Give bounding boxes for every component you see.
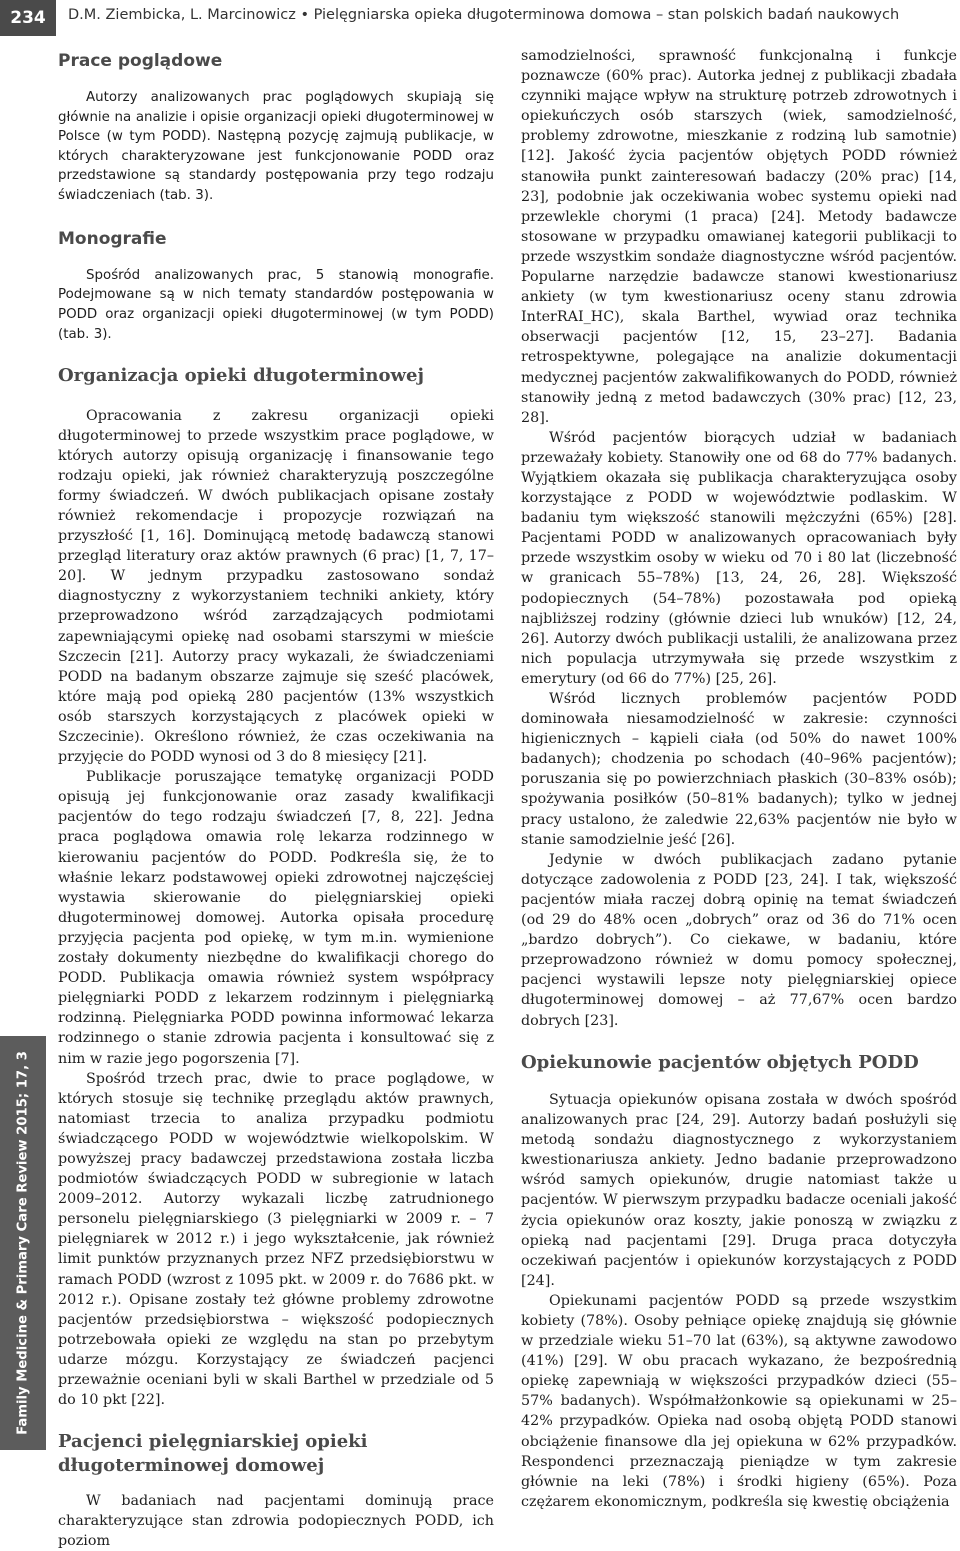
page-header — [0, 0, 960, 36]
paragraph: Opracowania z zakresu organizacji opieki długoterminowej to przede wszystkim prace poglądowe, w których autorzy opisują organizację i finansowanie tego rodzaju opieki, jak również charakteryzują poszczególne formy świadczeń. W dwóch publikacjach opisane zostały również rekomendacje i propozycje rozwiązań na przyszłość [1, 16]. Dominującą metodę badawczą stanowi przegląd literatury oraz aktów prawnych (6 prac) [1, 7, 17–20]. W jednym przypadku zastosowano sondaż diagnostyczny z wykorzystaniem techniki ankiety, który przeprowadzono wśród zarządzających podmiotami zapewniającymi opiekę nad osobami starszymi w mieście Szczecin [21]. Autorzy pracy wykazali, że świadczeniami PODD na badanym obszarze zajmuje się sześć placówek, które mają pod opieką 280 pacjentów (13% wszystkich osób starszych korzystających z placówek opieki w Szczecinie). Określono również, że czas oczekiwania na przyjęcie do PODD wynosi od 3 do 8 miesięcy [21]. — [58, 407, 494, 766]
journal-sidebar — [0, 1036, 46, 1450]
section-heading-organizacja: Organizacja opieki długoterminowej — [58, 365, 424, 387]
paragraph: samodzielności, sprawność funkcjonalną i funkcje poznawcze (60% prac). Autorka jednej z publikacji zbadała czynniki mające wpływ na strukturę potrzeb zdrowotnych i opiekuńczych osób starszych (wiek, samodzielność, problemy zdrowotne, mieszkanie z rodziną lub samotnie) [12]. Jakość życia pacjentów objętych PODD również stanowiła punkt zainteresowań badaczy (20% prac) [14, 23], podobnie jak oczekiwania wobec systemu opieki nad przewlekle chorymi (1 praca) [24]. Metody badawcze stosowane w przypadku omawianej kategorii publikacji to przede wszystkim sondaże diagnostyczne wśród pacjentów. Popularne narzędzie badawcze stanowi kwestionariusz ankiety (w tym kwestionariusz oceny stanu zdrowia InterRAI_HC), skala Barthel, wywiad oraz technika obserwacji pacjentów [12, 15, 23–27]. Badania retrospektywne, polegające na analizie dokumentacji medycznej pacjentów zakwalifikowanych do PODD, również stanowiły jedną z metod badawczych (30% prac) [12, 23, 28]. — [521, 48, 957, 426]
paragraph: Wśród pacjentów biorących udział w badaniach przeważały kobiety. Stanowiły one od 68 do 77% badanych. Wyjątkiem okazała się publikacja charakteryzująca osoby korzystające z PODD w województwie podlaskim. W badaniu tym większość stanowili mężczyźni (65%) [28]. Pacjentami PODD w analizowanych opracowaniach były przede wszystkim osoby w wieku od 70 i 80 lat (liczebność w granicach 55–78%) [13, 24, 26, 28]. Większość podopiecznych (54–78%) pozostawała pod opieką najbliższej rodziny (głównie dzieci lub wnuków) [12, 24, 26]. Autorzy dwóch publikacji ustalili, że analizowana przez nich populacja utrzymywała się przede wszystkim z emerytury (od 66 do 77%) [25, 26]. — [521, 429, 957, 687]
section-heading-prace: Prace poglądowe — [58, 51, 223, 71]
paragraph: Spośród analizowanych prac, 5 stanowią monografie. Podejmowane są w nich tematy standardów postępowania w PODD oraz organizacji opieki długoterminowej (w tym PODD) (tab. 3). — [58, 267, 494, 342]
paragraph: Spośród trzech prac, dwie to prace poglądowe, w których stosuje się technikę przeglądu aktów prawnych, natomiast trzecia to analiza przypadku podmiotu świadczącego PODD w województwie wielkopolskim. W powyższej pracy badawczej przedstawiona została liczba podmiotów świadczących PODD w subregionie w latach 2009–2012. Autorzy wykazali liczbę zatrudnionego personelu pielęgniarskiego (3 pielęgniarki w 2009 r. – 7 pielęgniarek w 2012 r.) i jego wykształcenie, jak również limit punktów przyznanych przez NFZ przedsiębiorstwu w ramach PODD (wzrost z 1095 pkt. w 2009 r. do 7686 pkt. w 2012 r.). Opisane zostały też główne problemy zdrowotne pacjentów przedsiębiorstwa – większość podopiecznych potrzebowała opieki ze względu na stan po przebytym udarze mózgu. Korzystający ze świadczeń pacjenci przeważnie oceniani byli w skali Barthel w przedziale od 5 do 10 pkt [22]. — [58, 1070, 494, 1409]
running-head: D.M. Ziembicka, L. Marcinowicz • Pielęgniarska opieka długoterminowa domowa – stan polskich badań naukowych — [68, 7, 900, 23]
left-column — [58, 46, 494, 1551]
section-heading-pacjenci: Pacjenci pielęgniarskiej opieki długoterminowej domowej — [58, 1431, 368, 1476]
section-heading-opiekunowie: Opiekunowie pacjentów objętych PODD — [521, 1051, 919, 1073]
section-heading-monografie: Monografie — [58, 228, 167, 249]
page-number: 234 — [0, 0, 56, 36]
paragraph: W badaniach nad pacjentami dominują prace charakteryzujące stan zdrowia podopiecznych PODD, ich poziom — [58, 1492, 494, 1550]
paragraph: Wśród licznych problemów pacjentów PODD dominowała niesamodzielność w zakresie: czynności higienicznych – kąpieli ciała (od 50% do nawet 100% badanych); chodzenia po schodach (40–96% pacjentów); poruszania się po powierzchniach płaskich (30–83% osób); spożywania posiłków (50–81% badanych); tylko w jednej pracy ustalono, że zaledwie 22,63% pacjentów nie było w stanie samodzielnie jeść [26]. — [521, 691, 957, 848]
paragraph: Sytuacja opiekunów opisana została w dwóch spośród analizowanych prac [24, 29]. Autorzy badań posłużyli się metodą sondażu diagnostycznego z wykorzystaniem kwestionariusza ankiety. Jedno badanie przeprowadzono wśród samych opiekunów, drugie natomiast także u pacjentów. W pierwszym przypadku badacze oceniali jakość życia opiekunów oraz koszty, jakie ponoszą w związku z opieką nad pacjentami [29]. Druga praca dotyczyła oczekiwań pacjentów i opiekunów korzystających z PODD [24]. — [521, 1091, 957, 1289]
paragraph: Jedynie w dwóch publikacjach zadano pytanie dotyczące zadowolenia z PODD [23, 24]. I tak, większość pacjentów miała raczej dobrą opinię na temat świadczeń (od 29 do 48% ocen „dobrych” oraz od 36 do 71% ocen „bardzo dobrych”). Co ciekawe, w badaniu, które przeprowadzono również w domu pomocy społecznej, pacjenci wystawili lepsze noty pielęgniarskiej opiece długoterminowej domowej – aż 77,67% ocen bardzo dobrych [23]. — [521, 851, 957, 1029]
right-column — [521, 46, 957, 1512]
journal-citation: Family Medicine & Primary Care Review 2015; 17, 3 — [15, 1051, 31, 1435]
paragraph: Publikacje poruszające tematykę organizacji PODD opisują jej funkcjonowanie oraz zasady kwalifikacji pacjentów do tego rodzaju świadczeń [7, 8, 22]. Jedna praca poglądowa omawia rolę lekarza rodzinnego w kierowaniu pacjentów do PODD. Podkreśla się, że to właśnie lekarz podstawowej opieki zdrowotnej najczęściej wystawia skierowanie do pielęgniarskiej opieki długoterminowej domowej. Autorka opisała procedurę przyjęcia pacjenta pod opiekę, w tym m.in. wymienione zostały dokumenty niezbędne do kwalifikacji chorego do PODD. Publikacja omawia również system współpracy pielęgniarki PODD z lekarzem rodzinnym i pielęgniarką rodzinną. Pielęgniarka PODD powinna informować lekarza rodzinnego o stanie zdrowia pacjenta i konsultować się z nim w razie jego pogorszenia [7]. — [58, 769, 494, 1067]
paragraph: Autorzy analizowanych prac poglądowych skupiają się głównie na analizie i opisie organizacji opieki długoterminowej w Polsce (w tym PODD). Następną pozycję zajmują publikacje, w których charakteryzowane jest funkcjonowanie PODD oraz przedstawione są standardy postępowania przy tego rodzaju świadczeniach (tab. 3). — [58, 90, 494, 204]
paragraph: Opiekunami pacjentów PODD są przede wszystkim kobiety (78%). Osoby pełniące opiekę znajdują się głównie w przedziale wieku 51–70 lat (63%), są aktywne zawodowo (41%) [29]. W obu pracach wykazano, że bezpośrednią opiekę zapewniają w większości przypadków dzieci (55–57% badanych). Współmałżonkowie są opiekunami w 25–42% przypadków. Opieka nad osobą objętą PODD stanowi obciążenie finansowe dla jej opiekuna w 62% przypadków. Respondenci przeznaczają pieniądze w tym zakresie głównie na leki (78%) i środki higieny (65%). Poza czężarem ekonomicznym, podkreśla się kwestię obciążenia — [521, 1292, 957, 1510]
